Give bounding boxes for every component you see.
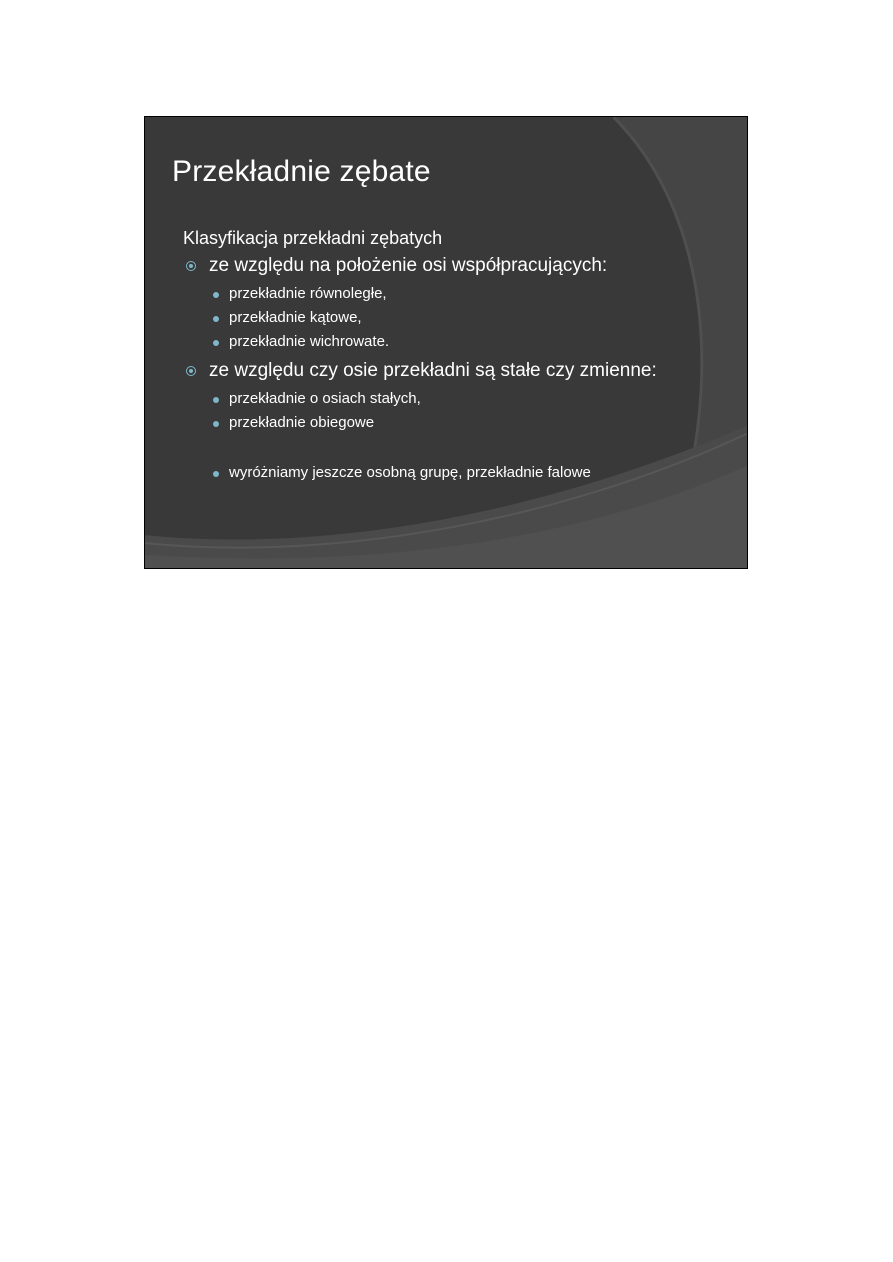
slide xyxy=(144,116,748,569)
sub-list-axis-position xyxy=(183,282,733,354)
dot-bullet-icon xyxy=(213,471,219,477)
section-heading-axis-position xyxy=(183,253,733,278)
list-item xyxy=(183,330,733,354)
list-item-text: wyróżniamy jeszcze osobną grupę, przekładnie falowe xyxy=(229,464,591,481)
dot-bullet-icon xyxy=(213,316,219,322)
list-item xyxy=(183,306,733,330)
list-item xyxy=(183,411,733,435)
ring-bullet-icon xyxy=(186,261,196,271)
slide-subtitle: Klasyfikacja przekładni zębatych xyxy=(183,228,443,248)
dot-bullet-icon xyxy=(213,292,219,298)
section-heading-axis-fixed xyxy=(183,358,733,383)
dot-bullet-icon xyxy=(213,397,219,403)
list-item xyxy=(183,282,733,306)
list-item-text: przekładnie wichrowate. xyxy=(229,333,390,350)
section-heading-text: ze względu na położenie osi współpracujących: xyxy=(209,255,608,276)
list-item xyxy=(183,461,733,485)
slide-title: Przekładnie zębate xyxy=(172,155,431,188)
ring-bullet-icon xyxy=(186,366,196,376)
list-item-text: przekładnie o osiach stałych, xyxy=(229,390,421,407)
list-spacer xyxy=(183,435,733,461)
slide-content xyxy=(183,227,733,489)
list-item-text: przekładnie obiegowe xyxy=(229,414,375,431)
section-heading-text: ze względu czy osie przekładni są stałe czy zmienne: xyxy=(209,360,657,381)
list-item-text: przekładnie równoległe, xyxy=(229,285,387,302)
sub-list-axis-fixed xyxy=(183,387,733,485)
dot-bullet-icon xyxy=(213,340,219,346)
list-item-text: przekładnie kątowe, xyxy=(229,309,362,326)
dot-bullet-icon xyxy=(213,421,219,427)
list-item xyxy=(183,387,733,411)
